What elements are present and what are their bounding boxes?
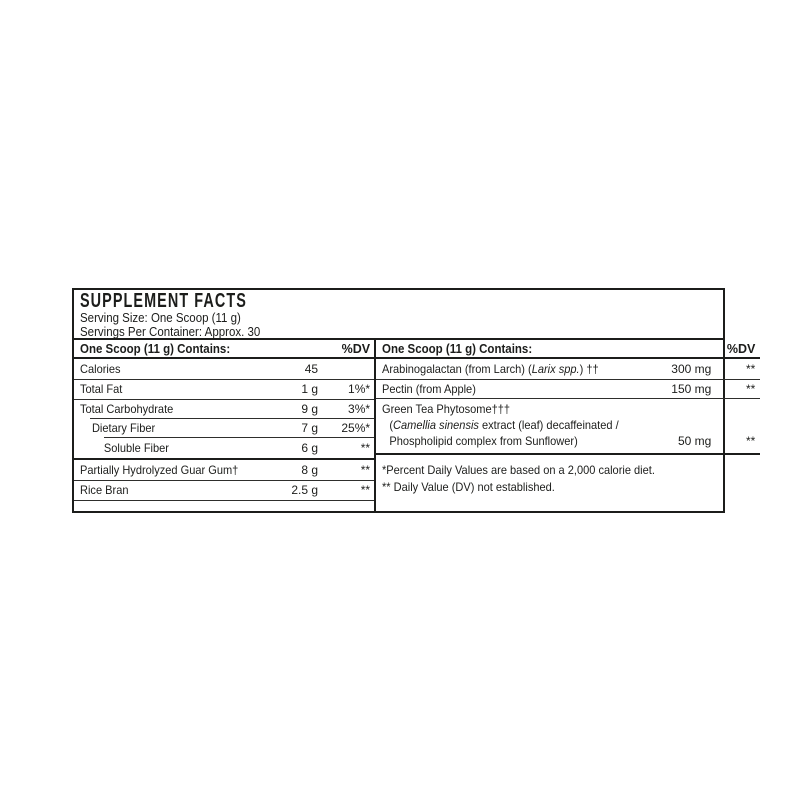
nutrient-label bbox=[382, 401, 639, 449]
row-rice-bran bbox=[74, 481, 374, 500]
nutrient-label bbox=[382, 359, 619, 379]
nutrient-dv: ** bbox=[360, 483, 371, 497]
nutrient-label: Total Fat bbox=[80, 382, 123, 396]
nutrient-dv: ** bbox=[745, 382, 756, 396]
nutrient-label: Rice Bran bbox=[80, 483, 129, 497]
label-botanical-name: Camellia sinensis bbox=[393, 418, 480, 432]
nutrient-dv: ** bbox=[360, 441, 371, 455]
label-text: ) †† bbox=[579, 362, 599, 376]
row-total-carbohydrate bbox=[74, 400, 374, 418]
nutrient-label: Pectin (from Apple) bbox=[382, 382, 476, 396]
nutrient-label: Dietary Fiber bbox=[91, 421, 156, 435]
nutrient-amount: 6 g bbox=[301, 441, 319, 455]
label-line-2 bbox=[382, 417, 619, 433]
nutrient-label: Soluble Fiber bbox=[103, 441, 169, 455]
footnote-daily-values: *Percent Daily Values are based on a 2,000 calorie diet. bbox=[382, 463, 655, 477]
serving-size-text: Serving Size: One Scoop (11 g) bbox=[80, 311, 241, 325]
nutrient-dv: 1%* bbox=[348, 382, 371, 396]
row-green-tea-phytosome bbox=[376, 399, 760, 453]
left-column-header-row bbox=[74, 340, 374, 359]
nutrient-label: Partially Hydrolyzed Guar Gum† bbox=[80, 463, 239, 477]
nutrient-dv: 25%* bbox=[341, 421, 371, 435]
column-header-dv: %DV bbox=[341, 342, 371, 356]
label-line-1: Green Tea Phytosome††† bbox=[382, 402, 511, 416]
row-guar-gum bbox=[74, 460, 374, 480]
nutrient-label: Calories bbox=[80, 362, 121, 376]
nutrient-dv: ** bbox=[745, 362, 756, 376]
column-header-label: One Scoop (11 g) Contains: bbox=[382, 342, 533, 356]
row-calories bbox=[74, 359, 374, 379]
nutrient-dv: ** bbox=[360, 463, 371, 477]
nutrient-amount: 8 g bbox=[301, 463, 319, 477]
label-text: extract (leaf) decaffeinated / bbox=[479, 418, 619, 432]
nutrient-amount: 300 mg bbox=[671, 362, 712, 376]
nutrient-amount: 150 mg bbox=[671, 382, 712, 396]
column-header-dv: %DV bbox=[726, 342, 756, 356]
right-column-header-row bbox=[376, 340, 760, 359]
label-botanical-name: Larix spp. bbox=[531, 362, 580, 376]
row-total-fat bbox=[74, 380, 374, 399]
label-line-3: Phospholipid complex from Sunflower) bbox=[389, 434, 578, 448]
column-header-label: One Scoop (11 g) Contains: bbox=[80, 342, 231, 356]
nutrient-amount: 1 g bbox=[301, 382, 319, 396]
row-dietary-fiber bbox=[74, 419, 374, 437]
nutrient-amount: 2.5 g bbox=[291, 483, 319, 497]
nutrient-amount: 50 mg bbox=[677, 434, 712, 448]
row-soluble-fiber bbox=[74, 438, 374, 458]
row-divider bbox=[74, 500, 374, 501]
footnotes bbox=[376, 455, 760, 496]
nutrient-amount: 9 g bbox=[301, 402, 319, 416]
footnote-dv-not-established: ** Daily Value (DV) not established. bbox=[382, 480, 555, 494]
label-text: Arabinogalactan (from Larch) ( bbox=[382, 362, 532, 376]
nutrient-label: Total Carbohydrate bbox=[80, 402, 174, 416]
panel-title: SUPPLEMENT FACTS bbox=[80, 290, 247, 312]
nutrient-amount: 7 g bbox=[301, 421, 319, 435]
supplement-facts-panel bbox=[72, 288, 756, 513]
nutrient-dv: 3%* bbox=[348, 402, 371, 416]
nutrient-amount: 45 bbox=[304, 362, 319, 376]
row-pectin bbox=[376, 380, 760, 398]
label-text: ( bbox=[389, 418, 394, 432]
row-arabinogalactan bbox=[376, 359, 760, 379]
servings-per-container-text: Servings Per Container: Approx. 30 bbox=[80, 325, 261, 339]
nutrient-dv: ** bbox=[745, 434, 756, 448]
right-column bbox=[376, 340, 760, 511]
panel-header bbox=[74, 290, 723, 338]
left-column bbox=[74, 340, 376, 511]
facts-table bbox=[74, 338, 756, 511]
